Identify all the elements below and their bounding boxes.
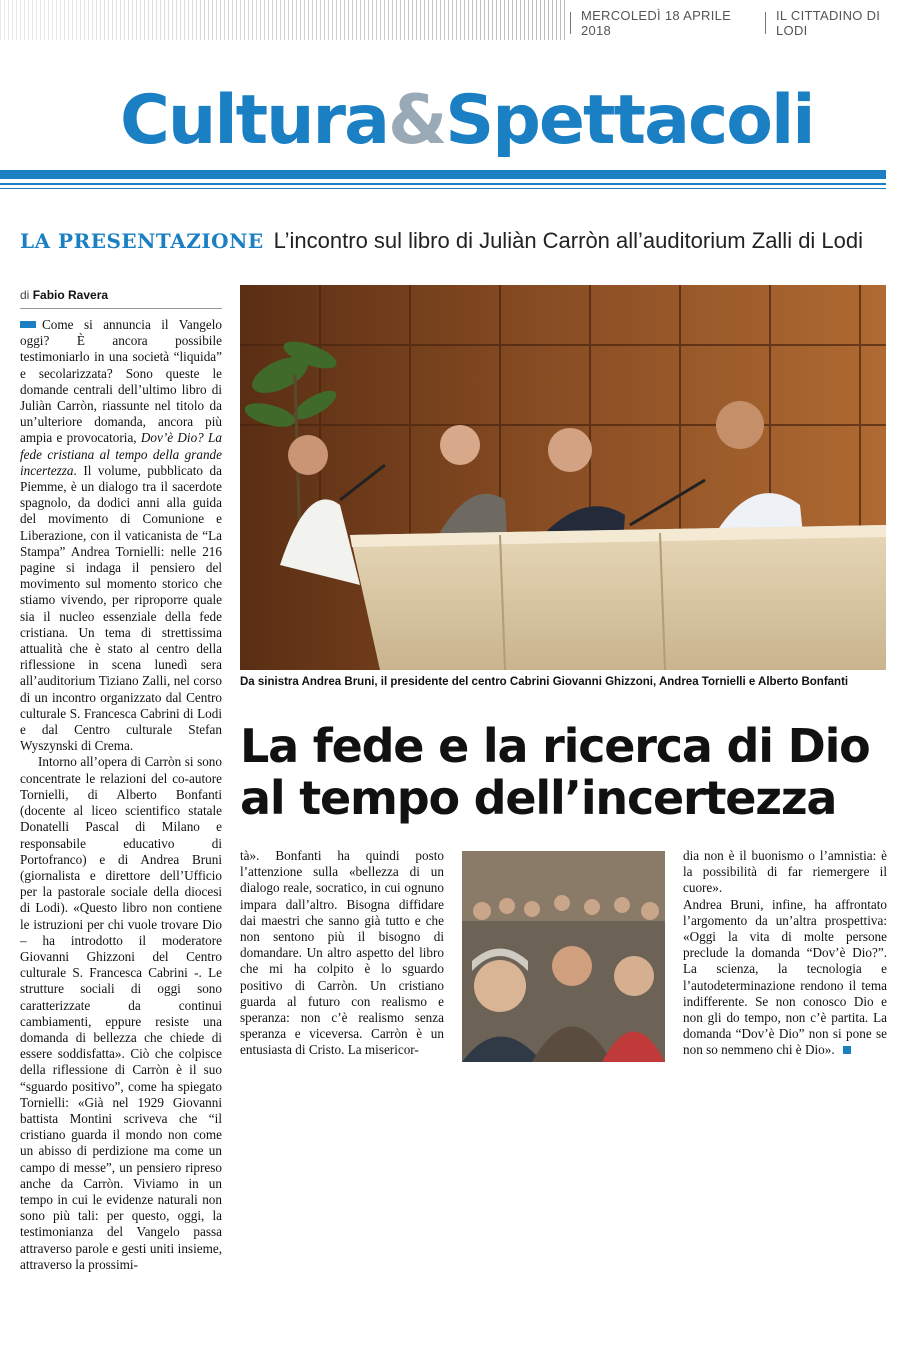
masthead-rule [0, 170, 886, 179]
audience-photo-illustration [462, 851, 665, 1062]
section-masthead [120, 76, 814, 166]
article-paragraph: tà». Bonfanti ha quindi posto l’attenzione sulla «bellezza di un dialogo reale, socratico, in cui ognuno impara dall’altro. Bisogna diffidare dai maestri che sanno già tutto e che non sentono più il bisogno di domandare. Un altro aspetto del libro che mi ha colpito è lo sguardo positivo di Carròn. Un cristiano guarda al futuro con realismo e speranza: non c’è realismo senza speranza e viceversa. Carròn è un entusiasta di Cristo. La misericor- [240, 848, 444, 1058]
article-paragraph [20, 317, 222, 754]
headline-line-2: al tempo dell’incertezza [240, 771, 837, 825]
book-title: Dov’è Dio? La fede cristiana al tempo della grande incertezza [20, 430, 222, 478]
article-column-3 [683, 848, 887, 1059]
article-column-1 [20, 317, 222, 1273]
end-of-article-marker [843, 1046, 851, 1054]
byline-prefix: di [20, 288, 30, 302]
masthead-rule [0, 183, 886, 185]
paragraph-text: Come si annuncia il Vangelo oggi? È ancora possibile testimoniarlo in una società “liquida” e secolarizzata? Sono queste le domande centrali dell’ultimo libro di Juliàn Carròn, riassunte nel titolo da un’ulteriore domanda, ancora più ampia e provocatoria, [20, 317, 222, 446]
masthead-cultura: Cultura [120, 81, 388, 160]
audience-photo [462, 851, 665, 1062]
kicker [20, 228, 863, 254]
paragraph-text: Andrea Bruni, infine, ha affrontato l’argomento da un’altra prospettiva: «Oggi la vita di molte persone preclude la domanda “Dov’è Dio?”. La scienza, la tecnologia e l’autodeterminazione rendono il tema indifferente. Se non conosco Dio e non gli do tempo, non c’è partita. La domanda “Dov’è Dio” non si pone se non so nemmeno chi è Dio». [683, 896, 887, 1058]
kicker-label: LA PRESENTAZIONE [20, 229, 264, 253]
masthead-spettacoli: Spettacoli [445, 81, 814, 160]
lead-bullet-marker [20, 321, 36, 328]
kicker-text: L’incontro sul libro di Juliàn Carròn all’auditorium Zalli di Lodi [273, 228, 864, 253]
byline-author: Fabio Ravera [32, 288, 109, 302]
dateline-divider [570, 12, 571, 34]
byline [20, 288, 108, 302]
main-photo [240, 285, 886, 670]
dateline [570, 10, 908, 36]
panel-discussion-photo [240, 285, 886, 670]
headline-line-1: La fede e la ricerca di Dio [240, 719, 870, 773]
article-headline [240, 720, 890, 824]
article-column-2 [240, 848, 444, 1059]
byline-divider [20, 308, 222, 309]
masthead-rule [0, 188, 886, 189]
header-hatch-fade [0, 0, 565, 40]
article-paragraph [683, 897, 887, 1059]
photo-caption: Da sinistra Andrea Bruni, il presidente del centro Cabrini Giovanni Ghizzoni, Andrea Tornielli e Alberto Bonfanti [240, 676, 849, 688]
article-paragraph: dia non è il buonismo o l’amnistia: è la possibilità di far riemergere il cuore». [683, 848, 887, 896]
issue-date: MERCOLEDÌ 18 APRILE 2018 [580, 8, 732, 38]
paragraph-text: . Il volume, pubblicato da Piemme, è un dialogo tra il sacerdote spagnolo, da dodici anni alla guida del movimento di Comunione e Liberazione, con il vaticanista de “La Stampa” Andrea Tornielli: nelle 216 pagine si indaga il pensiero del movimento sul momento storico che stiamo vivendo, per riproporre quale sia il nucleo essenziale della fede cristiana. Un tema di strettissima attualità che è stato al centro della riflessione in scena lunedì sera all’auditorium Tiziano Zalli, nel corso di un incontro organizzato dal Centro culturale S. Francesca Cabrini di Lodi e dal Centro culturale Stefan Wyszynski di Crema. [20, 462, 222, 754]
masthead-ampersand: & [387, 81, 446, 160]
dateline-divider [765, 12, 766, 34]
newspaper-name: IL CITTADINO DI LODI [776, 8, 881, 38]
article-paragraph: Intorno all’opera di Carròn si sono concentrate le relazioni del co-autore Tornielli, di Alberto Bonfanti (docente al liceo scientifico statale Donatelli Pascal di Milano e responsabile educativo di Portofranco) e di Andrea Bruni (giornalista e direttore dell’Ufficio per la pastorale sociale della diocesi di Lodi). «Questo libro non contiene le istruzioni per chi vuole trovare Dio – ha introdotto il moderatore Giovanni Ghizzoni del Centro culturale S. Francesca Cabrini -. Le strutture sociali di oggi sono caratterizzate da continui cambiamenti, eppure resiste una domanda di bellezza che chiede di essere soddisfatta». Ciò che colpisce della riflessione di Carròn è il suo “sguardo positivo”, come ha spiegato Tornielli: «Già nel 1929 Giovanni battista Montini scriveva che “il cristiano guarda il mondo non come un abisso di perdizione ma come un campo di messe”, un pensiero ripreso anche da Carròn. Viviamo in un tempo in cui le evidenze naturali non sono più tali: per questo, oggi, la testimonianza del Vangelo passa attraverso parole e gesti uniti insieme, attraverso la prossimi- [20, 754, 222, 1272]
